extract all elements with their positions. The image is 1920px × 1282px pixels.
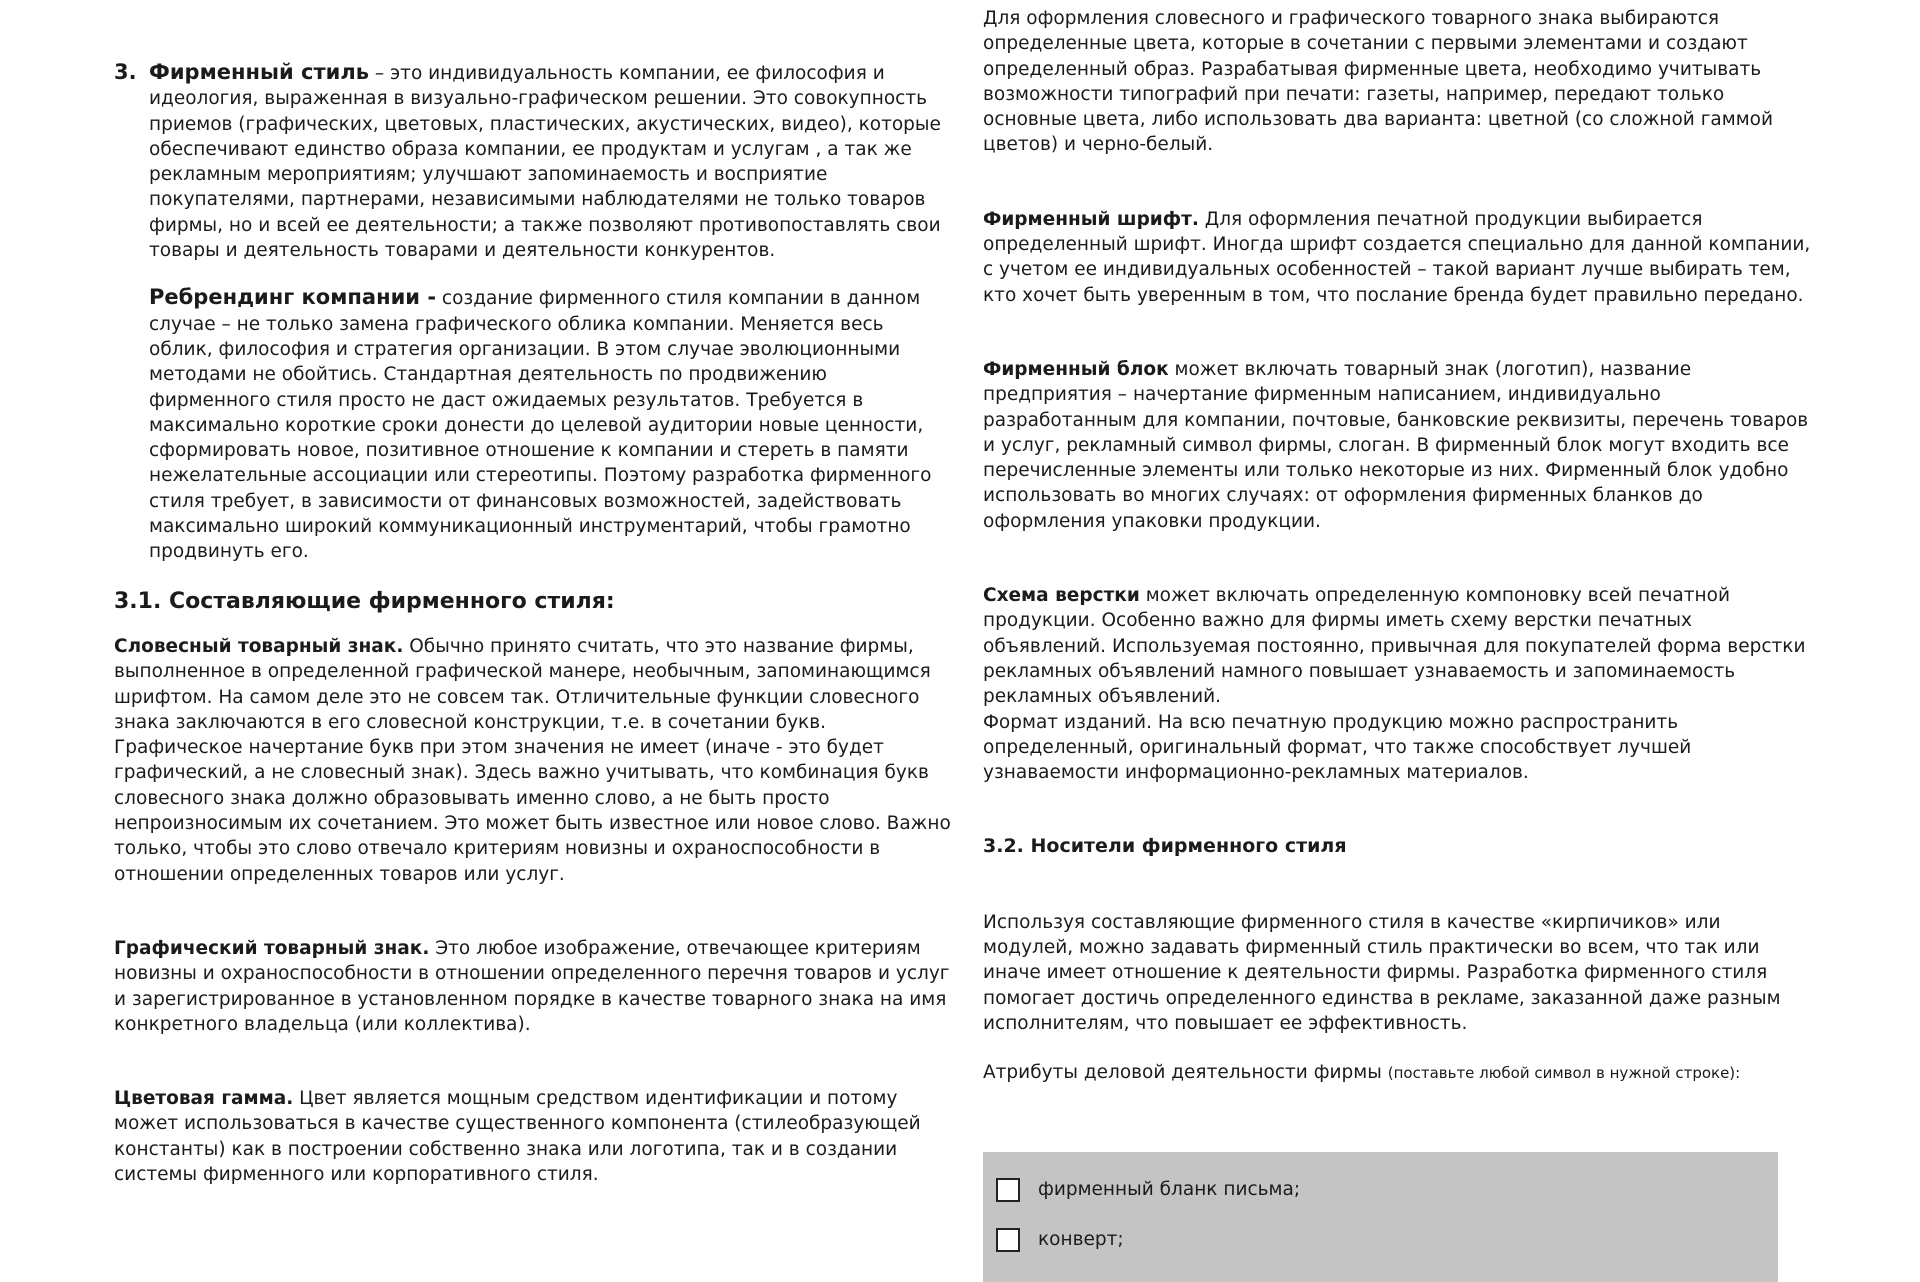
rebranding-paragraph [114,285,952,564]
graphic-trademark-term: Графический товарный знак. [114,937,430,959]
corporate-font-paragraph [983,207,1813,308]
layout-scheme-text: может включать определенную компоновку всей печатной продукции. Особенно важно для фирмы иметь схему верстки печатных объявлений. Используемая постоянно, привычная для покупателей форма верстки рекламных объявлений намного повышает узнаваемость и запоминаемость рекламных объявлений. [983,585,1806,708]
verbal-trademark-paragraph [114,634,952,887]
layout-scheme-paragraph [983,583,1813,709]
corporate-style-term: Фирменный стиль [149,60,370,84]
checklist-item[interactable] [983,1165,1778,1215]
rebranding-term: Ребрендинг компании - [149,285,437,310]
carriers-paragraph: Используя составляющие фирменного стиля в качестве «кирпичиков» или модулей, можно задавать фирменный стиль практически во всем, что так или иначе имеет отношение к деятельности фирмы. Разработка фирменного стиля помогает достичь определенного единства в рекламе, заказанной даже разным исполнителям, что повышает ее эффективность. [983,911,1781,1034]
color-scheme-paragraph [114,1086,952,1187]
left-column [114,60,952,1187]
section-3-1-title: 3.1. Составляющие фирменного стиля: [114,588,615,614]
corporate-font-term: Фирменный шрифт. [983,208,1199,230]
attributes-note: (поставьте любой символ в нужной строке): [1387,1064,1741,1083]
attributes-paragraph [983,1060,1813,1086]
verbal-trademark-text: Обычно принято считать, что это название фирмы, выполненное в определенной графической манере, необычным, запоминающимся шрифтом. На самом деле это не совсем так. Отличительные функции словесного знака заключаются в его словесной конструкции, т.е. в сочетании букв. Графическое начертание букв при этом значения не имеет (иначе - это будет графический, а не словесный знак). Здесь важно учитывать, что комбинация букв словесного знака должно образовывать именно слово, а не быть просто непроизносимым их сочетанием. Это может быть известное или новое слово. Важно только, чтобы это слово отвечало критериям новизны и охраноспособности в отношении определенных товаров или услуг. [114,635,951,885]
checklist-item-label: конверт; [1038,1229,1124,1251]
corporate-style-text: – это индивидуальность компании, ее философия и идеология, выраженная в визуально-графическом решении. Это совокупность приемов (графических, цветовых, пластических, акустических, видео), которые обеспечивают единство образа компании, ее продуктам и услугам , а так же рекламным мероприятиям; улучшают запоминаемость и восприятие покупателями, партнерами, независимыми наблюдателями не только товаров фирмы, но и всей ее деятельности; а также позволяют противопоставлять свои товары и деятельность товарами и деятельности конкурентов. [149,63,941,262]
corporate-block-paragraph [983,357,1813,534]
corporate-font-text: Для оформления печатной продукции выбирается определенный шрифт. Иногда шрифт создается специально для данной компании, с учетом ее индивидуальных особенностей – такой вариант лучше выбирать тем, кто хочет быть уверенным в том, что послание бренда будет правильно передано. [983,208,1811,306]
attributes-label: Атрибуты деловой деятельности фирмы [983,1062,1388,1084]
corporate-block-term: Фирменный блок [983,358,1169,380]
graphic-trademark-text: Это любое изображение, отвечающее критериям новизны и охраноспособности в отношении определенного перечня товаров и услуг и зарегистрированное в установленном порядке в качестве товарного знака на имя конкретного владельца (или коллектива). [114,937,950,1035]
checkbox-icon[interactable] [996,1228,1020,1252]
checklist-item-label: фирменный бланк письма; [1038,1179,1301,1201]
color-scheme-term: Цветовая гамма. [114,1088,294,1110]
verbal-trademark-term: Словесный товарный знак. [114,635,404,657]
color-continuation-paragraph: Для оформления словесного и графического товарного знака выбираются определенные цвета, которые в сочетании с первыми элементами и создают определенный образ. Разрабатывая фирменные цвета, необходимо учитывать возможности типографий при печати: газеты, например, передают только основные цвета, либо использовать два варианта: цветной (со сложной гаммой цветов) и черно-белый. [983,8,1774,156]
checklist-item[interactable] [983,1215,1778,1265]
section-number: 3. [114,60,137,84]
checkbox-icon[interactable] [996,1178,1020,1202]
right-column [983,6,1813,1087]
graphic-trademark-paragraph [114,936,952,1037]
attributes-checklist [983,1152,1778,1282]
corporate-block-text: может включать товарный знак (логотип), название предприятия – начертание фирменным написанием, индивидуально разработанным для компании, почтовые, банковские реквизиты, перечень товаров и услуг, рекламный символ фирмы, слоган. В фирменный блок могут входить все перечисленные элементы или только некоторые из них. Фирменный блок удобно использовать во многих случаях: от оформления фирменных бланков до оформления упаковки продукции. [983,358,1809,532]
layout-scheme-term: Схема верстки [983,585,1140,607]
section-3-paragraph [114,60,952,263]
color-scheme-text: Цвет является мощным средством идентификации и потому может использоваться в качестве существенного компонента (стилеобразующей константы) как в построении собственно знака или логотипа, так и в создании системы фирменного или корпоративного стиля. [114,1088,921,1185]
rebranding-text: создание фирменного стиля компании в данном случае – не только замена графического облика компании. Меняется весь облик, философия и стратегия организации. В этом случае эволюционными методами не обойтись. Стандартная деятельность по продвижению фирменного стиля просто не даст ожидаемых результатов. Требуется в максимально короткие сроки донести до целевой аудитории новые ценности, сформировать новое, позитивное отношение к компании и стереть в памяти нежелательные ассоциации или стереотипы. Поэтому разработка фирменного стиля требует, в зависимости от финансовых возможностей, задействовать максимально широкий коммуникационный инструментарий, чтобы грамотно продвинуть его. [149,288,932,563]
publication-format-paragraph: Формат изданий. На всю печатную продукцию можно распространить определенный, оригинальный формат, что также способствует лучшей узнаваемости информационно-рекламных материалов. [983,711,1692,784]
section-3-2-title: 3.2. Носители фирменного стиля [983,835,1347,858]
